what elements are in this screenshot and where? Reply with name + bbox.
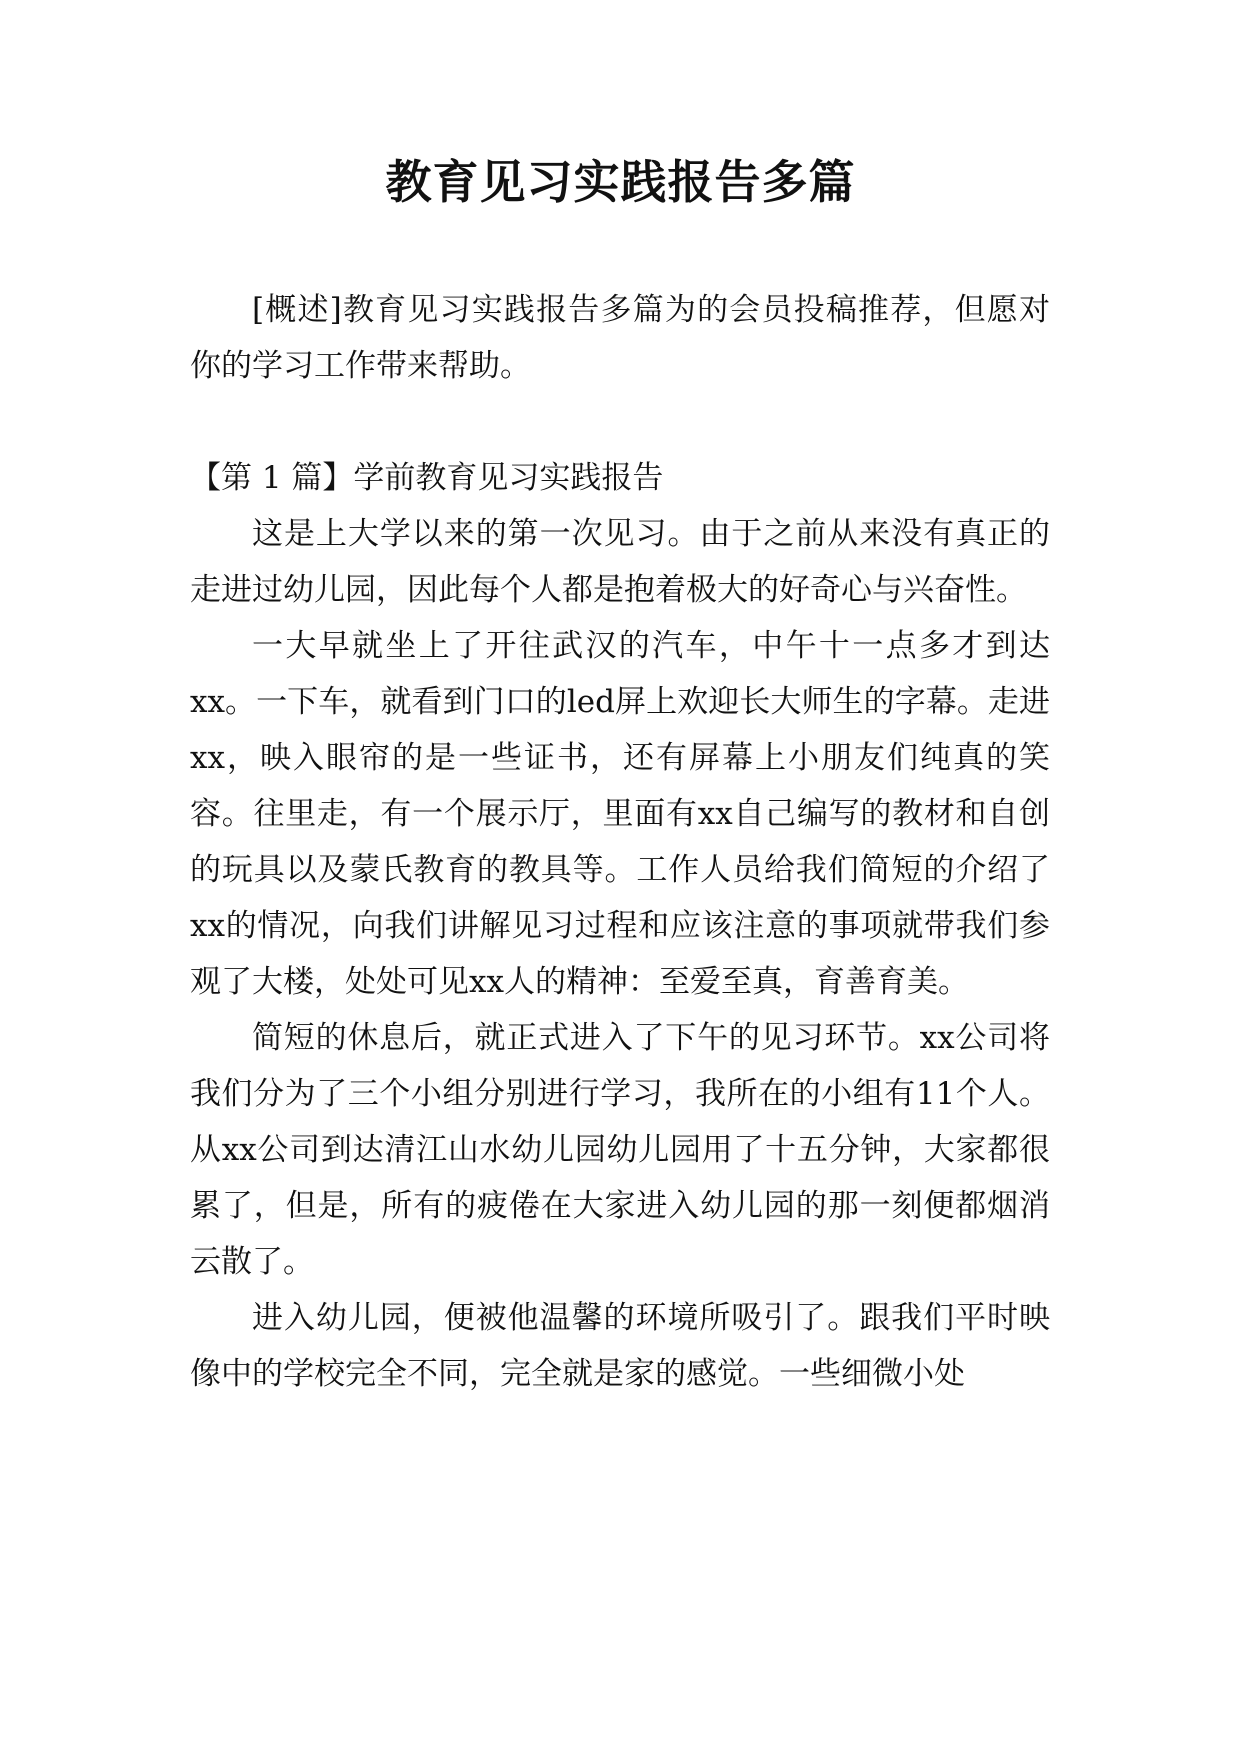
paragraph-spacer: [190, 394, 1050, 450]
body-paragraph-4: 进入幼儿园，便被他温馨的环境所吸引了。跟我们平时映像中的学校完全不同，完全就是家的感觉。一些细微小处: [190, 1300, 1050, 1392]
body-paragraph-2: 一大早就坐上了开往武汉的汽车，中午十一点多才到达xx。一下车，就看到门口的led屏上欢迎长大师生的字幕。走进xx，映入眼帘的是一些证书，还有屏幕上小朋友们纯真的笑容。往里走，有一个展示厅，里面有xx自己编写的教材和自创的玩具以及蒙氏教育的教具等。工作人员给我们简短的介绍了xx的情况，向我们讲解见习过程和应该注意的事项就带我们参观了大楼，处处可见xx人的精神：至爱至真，育善育美。: [190, 628, 1050, 1000]
summary-paragraph: [概述]教育见习实践报告多篇为的会员投稿推荐，但愿对你的学习工作带来帮助。: [190, 292, 1050, 384]
body-paragraph-1: 这是上大学以来的第一次见习。由于之前从来没有真正的走进过幼儿园，因此每个人都是抱着极大的好奇心与兴奋性。: [190, 516, 1050, 608]
body-paragraph-3: 简短的休息后，就正式进入了下午的见习环节。xx公司将我们分为了三个小组分别进行学习，我所在的小组有11个人。从xx公司到达清江山水幼儿园幼儿园用了十五分钟，大家都很累了，但是，所有的疲倦在大家进入幼儿园的那一刻便都烟消云散了。: [190, 1020, 1050, 1280]
section-heading: 【第 1 篇】学前教育见习实践报告: [190, 460, 664, 496]
document-body: [190, 282, 1050, 1402]
document-title: 教育见习实践报告多篇: [385, 155, 856, 209]
